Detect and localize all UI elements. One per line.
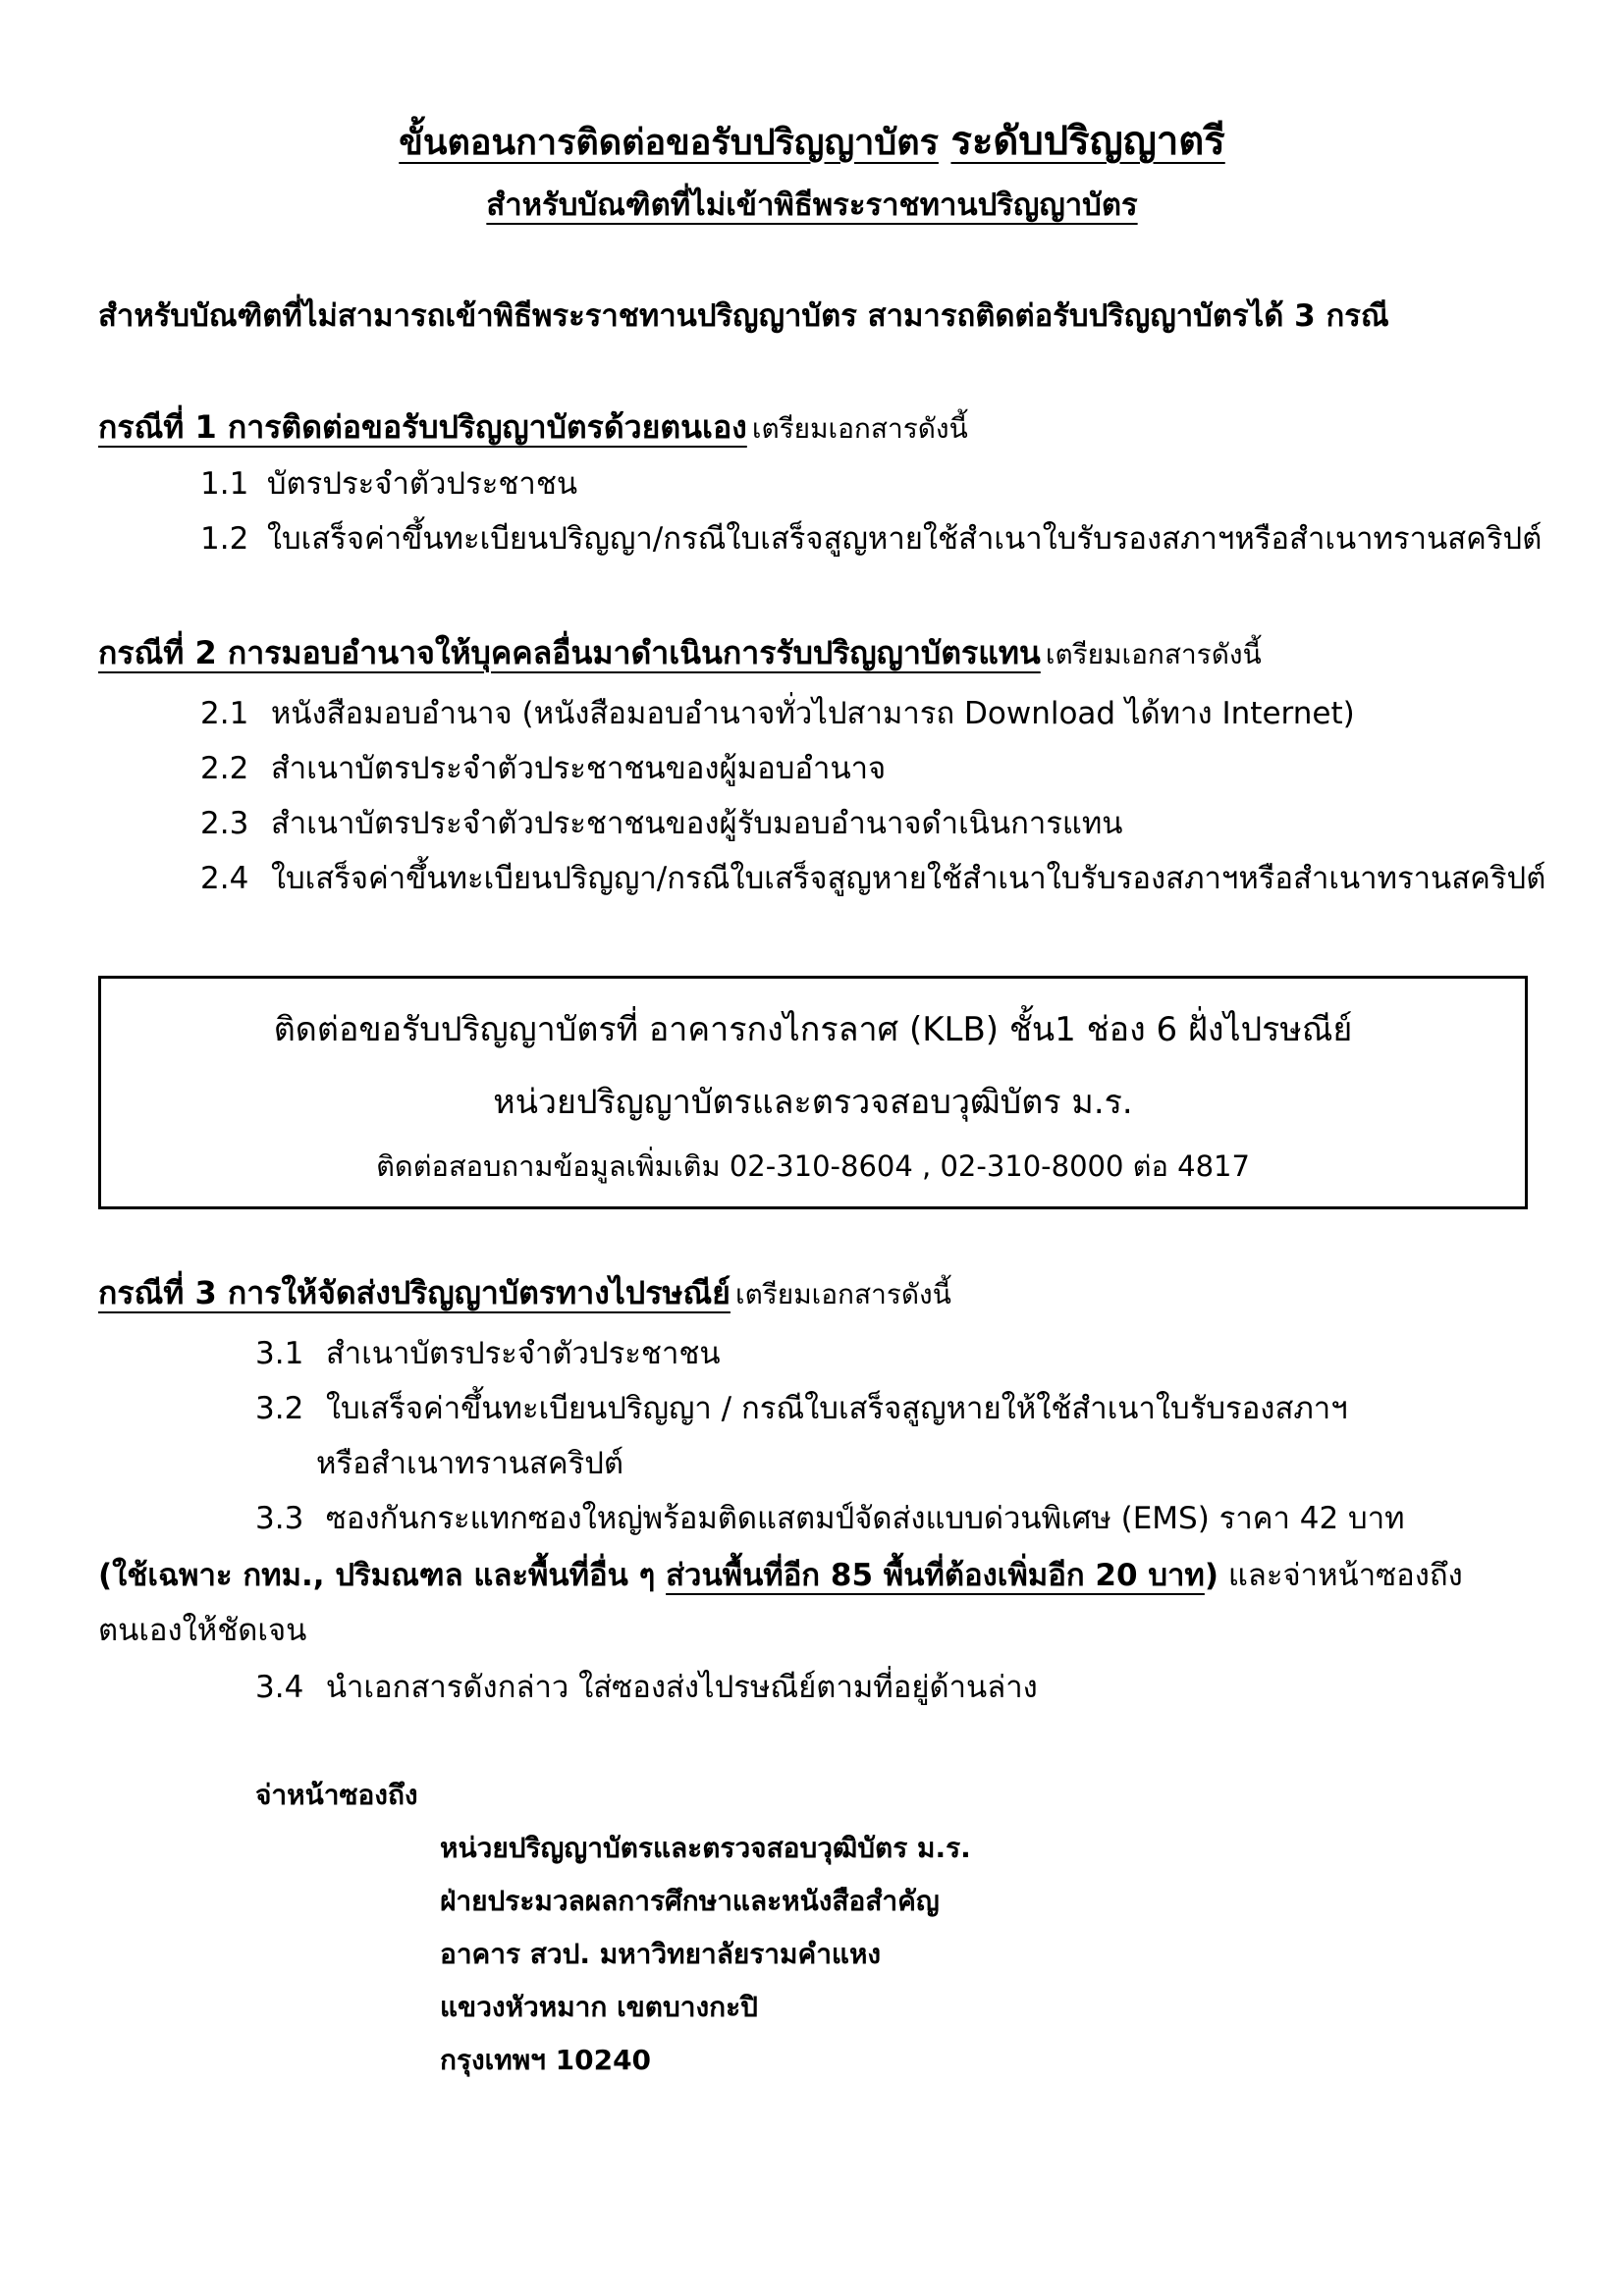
list-item: 2.3 สำเนาบัตรประจำตัวประชาชนของผู้รับมอบอำนาจดำเนินการแทน bbox=[200, 806, 1123, 841]
list-item: 2.1 หนังสือมอบอำนาจ (หนังสือมอบอำนาจทั่วไปสามารถ Download ได้ทาง Internet) bbox=[200, 696, 1355, 731]
contact-line-location: ติดต่อขอรับปริญญาบัตรที่ อาคารกงไกรลาศ (KLB) ชั้น1 ช่อง 6 ฝั่งไปรษณีย์ bbox=[273, 1010, 1353, 1049]
address-line: ฝ่ายประมวลผลการศึกษาและหนังสือสำคัญ bbox=[440, 1885, 940, 1917]
postage-note: (ใช้เฉพาะ กทม., ปริมณฑล และพื้นที่อื่น ๆ ส่วนพื้นที่อีก 85 พื้นที่ต้องเพิ่มอีก 20 บาท) และจ่าหน้าซองถึง bbox=[98, 1558, 1463, 1593]
case1-heading: กรณีที่ 1 การติดต่อขอรับปริญญาบัตรด้วยตนเอง เตรียมเอกสารดังนี้ bbox=[98, 408, 968, 446]
title-part1: ขั้นตอนการติดต่อขอรับปริญญาบัตร bbox=[399, 123, 939, 163]
contact-line-phone: ติดต่อสอบถามข้อมูลเพิ่มเติม 02-310-8604 , 02-310-8000 ต่อ 4817 bbox=[376, 1149, 1250, 1183]
page-subtitle: สำหรับบัณฑิตที่ไม่เข้าพิธีพระราชทานปริญญาบัตร bbox=[486, 187, 1138, 223]
list-item: 1.1 บัตรประจำตัวประชาชน bbox=[200, 466, 578, 502]
list-item: 3.4 นำเอกสารดังกล่าว ใส่ซองส่งไปรษณีย์ตามที่อยู่ด้านล่าง bbox=[255, 1670, 1038, 1705]
address-line: หน่วยปริญญาบัตรและตรวจสอบวุฒิบัตร ม.ร. bbox=[440, 1832, 971, 1864]
postage-note-continuation: ตนเองให้ชัดเจน bbox=[98, 1613, 307, 1648]
list-item-continuation: หรือสำเนาทรานสคริปต์ bbox=[316, 1446, 624, 1481]
case3-heading: กรณีที่ 3 การให้จัดส่งปริญญาบัตรทางไปรษณีย์ เตรียมเอกสารดังนี้ bbox=[98, 1274, 951, 1311]
intro-text: สำหรับบัณฑิตที่ไม่สามารถเข้าพิธีพระราชทานปริญญาบัตร สามารถติดต่อรับปริญญาบัตรได้ 3 กรณี bbox=[98, 298, 1389, 334]
list-item: 3.2 ใบเสร็จค่าขึ้นทะเบียนปริญญา / กรณีใบเสร็จสูญหายให้ใช้สำเนาใบรับรองสภาฯ bbox=[255, 1391, 1348, 1426]
list-item: 3.1 สำเนาบัตรประจำตัวประชาชน bbox=[255, 1336, 721, 1371]
title-part2: ระดับปริญญาตรี bbox=[950, 119, 1225, 164]
address-line: อาคาร สวป. มหาวิทยาลัยรามคำแหง bbox=[440, 1938, 882, 1970]
list-item: 3.3 ซองกันกระแทกซองใหญ่พร้อมติดแสตมป์จัดส่งแบบด่วนพิเศษ (EMS) ราคา 42 บาท bbox=[255, 1501, 1405, 1536]
contact-info-box bbox=[98, 976, 1528, 1209]
address-line: แขวงหัวหมาก เขตบางกะปิ bbox=[440, 1991, 758, 2023]
list-item: 1.2 ใบเสร็จค่าขึ้นทะเบียนปริญญา/กรณีใบเสร็จสูญหายใช้สำเนาใบรับรองสภาฯหรือสำเนาทรานสคริปต์ bbox=[200, 521, 1543, 557]
list-item: 2.2 สำเนาบัตรประจำตัวประชาชนของผู้มอบอำนาจ bbox=[200, 751, 887, 786]
list-item: 2.4 ใบเสร็จค่าขึ้นทะเบียนปริญญา/กรณีใบเสร็จสูญหายใช้สำเนาใบรับรองสภาฯหรือสำเนาทรานสคริปต์ bbox=[200, 861, 1546, 896]
address-line: กรุงเทพฯ 10240 bbox=[440, 2044, 652, 2076]
address-label: จ่าหน้าซองถึง bbox=[255, 1779, 418, 1811]
case2-heading: กรณีที่ 2 การมอบอำนาจให้บุคคลอื่นมาดำเนินการรับปริญญาบัตรแทน เตรียมเอกสารดังนี้ bbox=[98, 634, 1262, 671]
page-title bbox=[0, 120, 1624, 163]
contact-line-unit: หน่วยปริญญาบัตรและตรวจสอบวุฒิบัตร ม.ร. bbox=[493, 1083, 1133, 1122]
